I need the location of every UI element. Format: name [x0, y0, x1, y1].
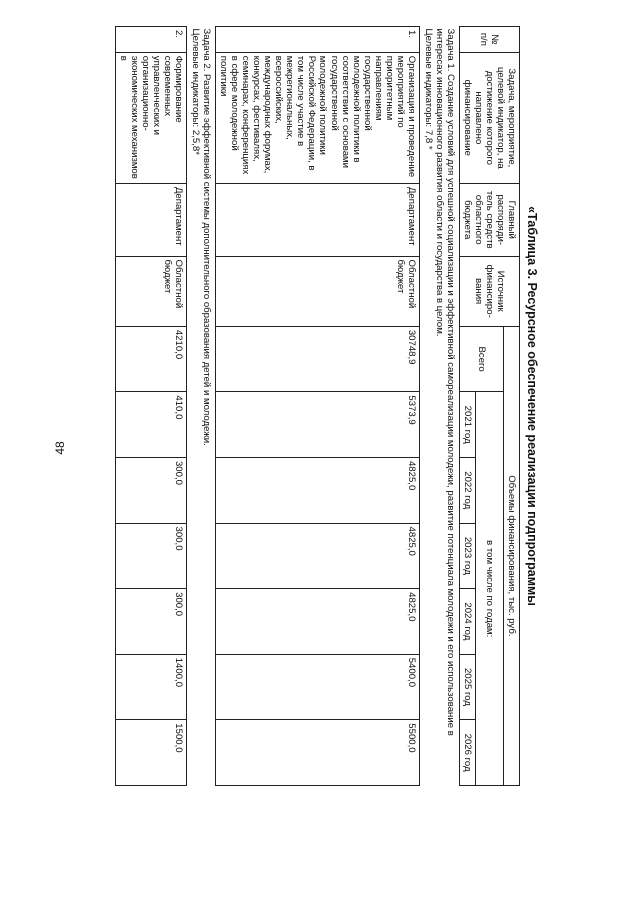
table-row	[216, 27, 420, 786]
year-cell: 1400,0	[115, 654, 186, 720]
year-cell: 1500,0	[115, 720, 186, 786]
source-cell: Областной бюджет	[216, 256, 420, 326]
rotated-page-content	[117, 26, 544, 786]
task-row	[187, 27, 216, 786]
header-year: 2024 год	[459, 589, 475, 655]
year-cell: 4825,0	[216, 589, 420, 655]
header-row-1	[503, 27, 519, 786]
year-cell: 5373,9	[216, 392, 420, 458]
year-cell: 5400,0	[216, 654, 420, 720]
row-number: 1.	[216, 27, 420, 53]
task-cell	[187, 27, 216, 786]
header-by-years: в том числе по годам:	[475, 392, 503, 786]
activity-cell: Формирование современных управленческих и организационно-экономических механизмов в	[115, 52, 186, 183]
page-number: 48	[53, 441, 67, 455]
task-indicators: Целевые индикаторы: 7,8 *	[422, 28, 434, 150]
row-number: 2.	[115, 27, 186, 53]
resource-table	[115, 26, 520, 786]
responsible-cell: Департамент	[216, 183, 420, 256]
year-cell: 5500,0	[216, 720, 420, 786]
header-total: Всего	[459, 326, 503, 392]
task-text: Задача 2. Развитие эффективной системы дополнительного образования детей и молодежи.	[201, 28, 213, 446]
year-cell: 300,0	[115, 589, 186, 655]
header-no: № п/п	[459, 27, 519, 53]
year-cell: 4825,0	[216, 523, 420, 589]
task-indicators: Целевые индикаторы: 2,5,8*	[190, 28, 202, 155]
header-year: 2021 год	[459, 392, 475, 458]
year-cell: 410,0	[115, 392, 186, 458]
header-source: Источник финансиро-вания	[459, 256, 519, 326]
header-year: 2025 год	[459, 654, 475, 720]
total-cell: 4210,0	[115, 326, 186, 392]
source-cell: Областной бюджет	[115, 256, 186, 326]
table-wrapper	[117, 26, 544, 786]
activity-cell: Организация и проведение мероприятий по приоритетным направлениям государственной молодежной политики в соответствии с основами государственной молодежной политики Российской Федерации, в том числе участие в межрегиональных, всероссийских, международных форумах, конкурсах, фестивалях, семинарах, конференциях в сфере молодежной политики	[216, 52, 420, 183]
header-funding: Объемы финансирования, тыс. руб.	[503, 326, 519, 785]
responsible-cell: Департамент	[115, 183, 186, 256]
task-cell	[419, 27, 459, 786]
header-responsible: Главный распоряди-тель средств областного бюджета	[459, 183, 519, 256]
header-year: 2022 год	[459, 457, 475, 523]
task-row	[419, 27, 459, 786]
table-caption: «Таблица 3. Ресурсное обеспечение реализации подпрограммы	[525, 206, 539, 606]
year-cell: 300,0	[115, 457, 186, 523]
year-cell: 300,0	[115, 523, 186, 589]
total-cell: 30748,9	[216, 326, 420, 392]
year-cell: 4825,0	[216, 457, 420, 523]
header-year: 2023 год	[459, 523, 475, 589]
task-text: Задача 1. Создание условий для успешной социализации и эффективной самореализации молодежи, развитие потенциала молодежи и его использование в интересах инновационного развития области и государства в целом.	[433, 28, 456, 736]
table-row	[115, 27, 186, 786]
header-year: 2026 год	[459, 720, 475, 786]
header-task: Задача, мероприятие, целевой индикатор, на достижение которого направлено финансирование	[459, 52, 519, 183]
